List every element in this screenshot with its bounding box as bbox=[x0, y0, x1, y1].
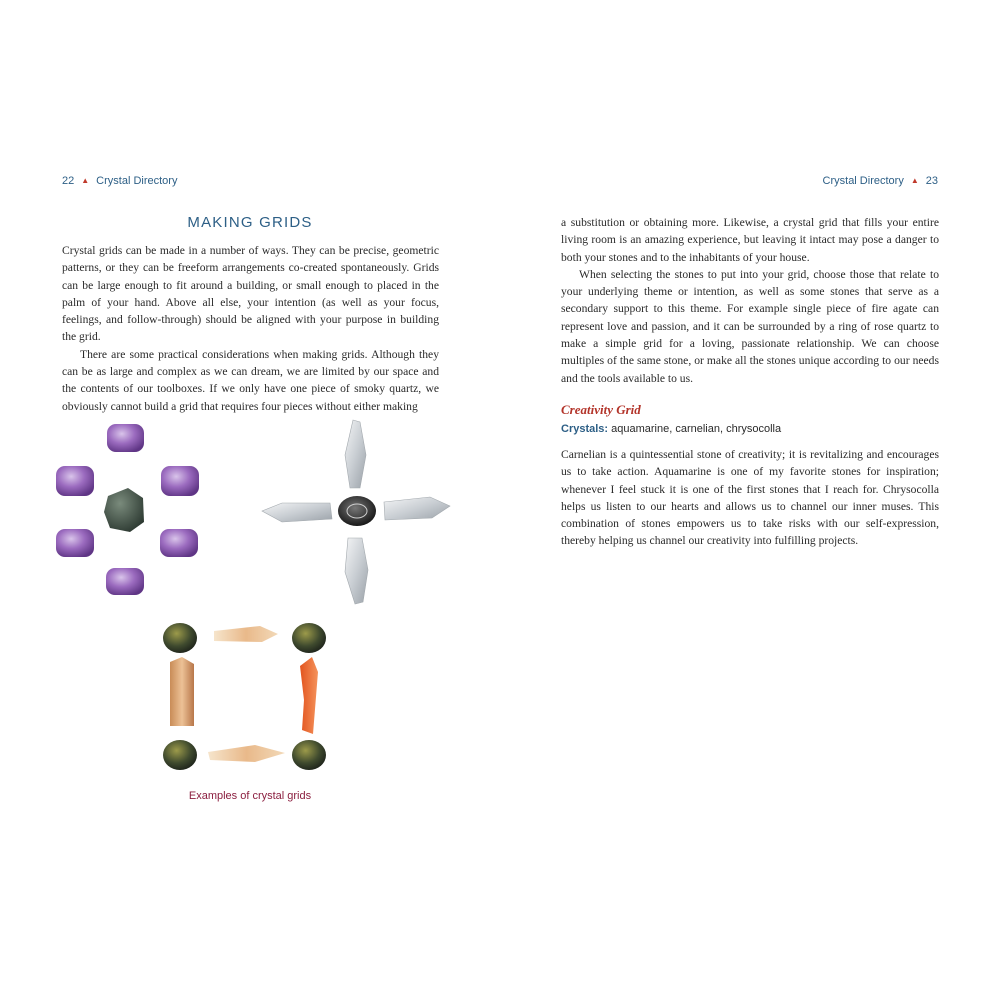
square-grid bbox=[163, 623, 326, 770]
charoite-grid bbox=[56, 424, 199, 595]
charoite-stone bbox=[160, 529, 198, 557]
paragraph: a substitution or obtaining more. Likewise, a crystal grid that fills your entire living room is an amazing experience, but leaving it intact may pose a danger to both your stones and to the inhabitants of your house. bbox=[561, 216, 939, 264]
figure-caption: Examples of crystal grids bbox=[188, 790, 312, 802]
quartz-point bbox=[384, 497, 450, 520]
right-body-text bbox=[561, 214, 939, 387]
paragraph: Crystal grids can be made in a number of ways. They can be precise, geometric patterns, or they can be freeform arrangements co-created spontaneously. Grids can be large enough to fit around a building, or small enough to placed in the palm of your hand. Above all else, your intention (as well as your focus, feelings, and follow-through) should be aligned with your purpose in building the grid. bbox=[62, 244, 439, 344]
crystal-grids-photo bbox=[0, 400, 500, 790]
paragraph: There are some practical considerations when making grids. Although they can be as large and complex as we can dream, we are limited by our space and the contents of our toolboxes. If we only have one piece of smoky quartz, we obviously cannot build a grid that requires four pieces without either making bbox=[62, 347, 439, 413]
labradorite-stone bbox=[163, 623, 197, 653]
triangle-icon: ▲ bbox=[910, 176, 919, 185]
quartz-point bbox=[262, 503, 332, 522]
charoite-stone bbox=[106, 568, 144, 595]
running-head-right bbox=[823, 175, 938, 187]
subheading-creativity-grid: Creativity Grid bbox=[561, 402, 641, 417]
paragraph: When selecting the stones to put into your grid, choose those that relate to your underlying theme or intention, as well as some stones that serve as a secondary support to this theme. For example single piece of fire agate can represent love and passion, and it can be surrounded by a ring of rose quartz to make a simple grid for a loving, passionate relationship. We can choose multiples of the same stone, or make all the stones unique according to our needs and the tools available to us. bbox=[561, 267, 939, 385]
page-number-left: 22 bbox=[62, 175, 75, 187]
crystals-line bbox=[561, 423, 781, 435]
left-body-text bbox=[62, 242, 439, 415]
running-head-left bbox=[62, 175, 177, 187]
labradorite-stone bbox=[292, 623, 326, 653]
topaz-stone bbox=[170, 657, 194, 726]
charoite-stone bbox=[56, 466, 94, 496]
running-head-title-right: Crystal Directory bbox=[822, 175, 904, 187]
labradorite-stone bbox=[292, 740, 326, 770]
crystals-list: aquamarine, carnelian, chrysocolla bbox=[608, 423, 782, 435]
carnelian-shard bbox=[300, 657, 318, 734]
triangle-icon: ▲ bbox=[81, 176, 90, 185]
charoite-stone bbox=[161, 466, 199, 496]
right-page bbox=[500, 0, 1000, 1000]
page-number-right: 23 bbox=[925, 175, 938, 187]
section-title: MAKING GRIDS bbox=[187, 214, 313, 231]
labradorite-stone bbox=[163, 740, 197, 770]
quartz-point bbox=[345, 538, 368, 604]
paragraph: Carnelian is a quintessential stone of creativity; it is revitalizing and encourages us to take action. Aquamarine is one of my favorite stones for inspiration; whenever I feel stuck it is one of the first stones that I reach for. Chrysocolla helps us listen to our hearts and allows us to channel our inner muses. This combination of stones empowers us to take risks with our self-expression, thereby helping us channel our creativity into fulfilling projects. bbox=[561, 448, 939, 548]
charoite-stone bbox=[56, 529, 94, 557]
seraphinite-stone bbox=[104, 488, 144, 532]
charoite-stone bbox=[107, 424, 144, 452]
quartz-point bbox=[345, 420, 366, 488]
running-head-title-left: Crystal Directory bbox=[96, 175, 178, 187]
crystals-label: Crystals: bbox=[561, 423, 609, 435]
quartz-cross-grid bbox=[262, 420, 450, 604]
creativity-paragraph-block bbox=[561, 446, 939, 550]
tourmalinated-quartz-stone bbox=[338, 496, 376, 526]
citrine-point bbox=[214, 626, 278, 642]
citrine-point bbox=[208, 745, 285, 762]
